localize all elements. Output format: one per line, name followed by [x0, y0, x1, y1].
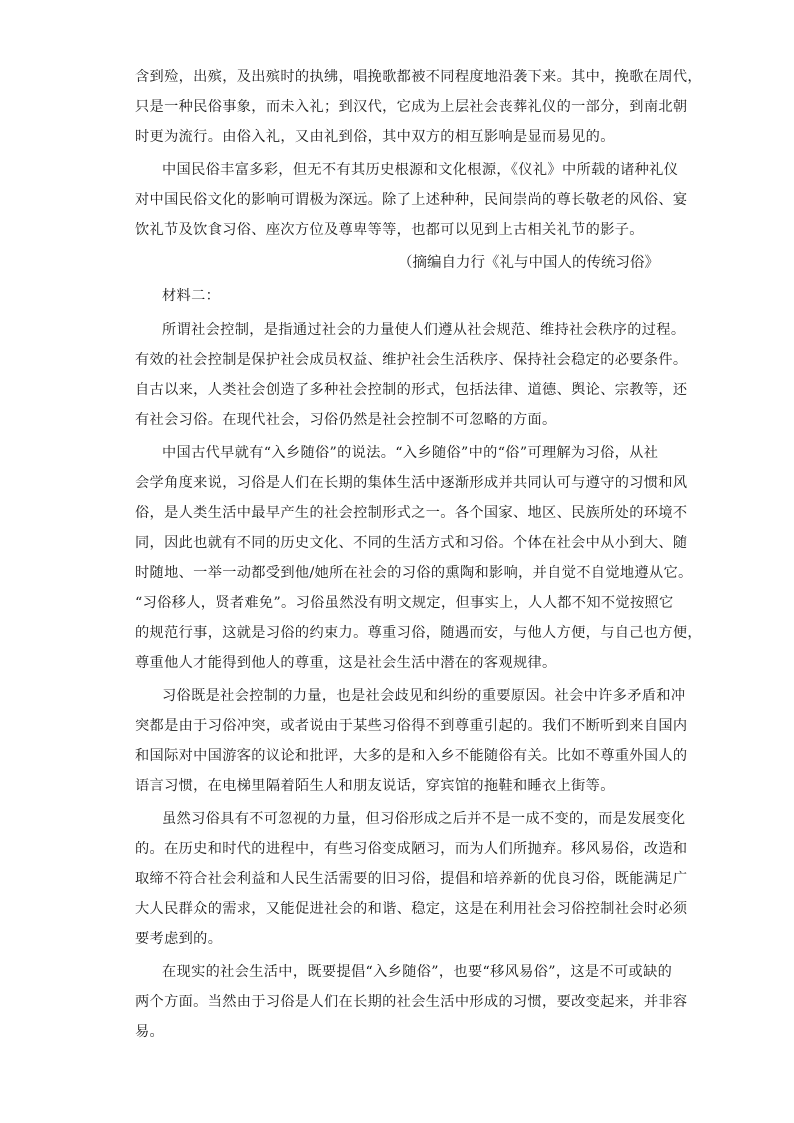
text-line: 要考虑到的。: [135, 931, 223, 947]
text-line: 自古以来，人类社会创造了多种社会控制的形式，包括法律、道德、舆论、宗教等，还: [135, 382, 688, 398]
text-line: 时更为流行。由俗入礼，又由礼到俗，其中双方的相互影响是显而易见的。: [135, 129, 615, 145]
text-line: 两个方面。当然由于习俗是人们在长期的社会生活中形成的习惯，要改变起来，并非容: [135, 994, 688, 1010]
text-line: 只是一种民俗事象，而未入礼；到汉代，它成为上层社会丧葬礼仪的一部分，到南北朝: [135, 99, 688, 115]
text-line: 有效的社会控制是保护社会成员权益、维护社会生活秩序、保持社会稳定的必要条件。: [135, 352, 688, 368]
text-line: 和国际对中国游客的议论和批评，大多的是和入乡不能随俗有关。比如不尊重外国人的: [135, 748, 688, 764]
text-line: 时随地、一举一动都受到他/她所在社会的习俗的熏陶和影响，并自觉不自觉地遵从它。: [135, 565, 693, 581]
text-line: 虽然习俗具有不可忽视的力量，但习俗形成之后并不是一成不变的，而是发展变化: [162, 811, 686, 827]
text-line: 有社会习俗。在现代社会，习俗仍然是社会控制不可忽略的方面。: [135, 412, 557, 428]
text-line: 俗，是人类生活中最早产生的社会控制形式之一。各个国家、地区、民族所处的环境不: [135, 505, 688, 521]
text-line: 尊重他人才能得到他人的尊重，这是社会生活中潜在的客观规律。: [135, 655, 557, 671]
text-line: 大人民群众的需求，又能促进社会的和谐、稳定，这是在利用社会习俗控制社会时必须: [135, 901, 688, 917]
text-line: 突都是由于习俗冲突，或者说由于某些习俗得不到尊重引起的。我们不断听到来自国内: [135, 718, 688, 734]
text-line: 的规范行事，这就是习俗的约束力。尊重习俗，随遇而安，与他人方便，与自己也方便，: [135, 625, 702, 641]
text-line: 易。: [135, 1024, 165, 1040]
source-citation: （摘编自力行《礼与中国人的传统习俗》: [398, 255, 659, 271]
text-line: 同，因此也就有不同的历史文化、不同的生活方式和习俗。个体在社会中从小到大、随: [135, 535, 688, 551]
text-line: 的。在历史和时代的进程中，有些习俗变成陋习，而为人们所抛弃。移风易俗，改造和: [135, 841, 688, 857]
text-line: 饮礼节及饮食习俗、座次方位及尊卑等等，也都可以见到上古相关礼节的影子。: [135, 222, 644, 238]
text-line: 含到殓，出殡，及出殡时的执绋，唱挽歌都被不同程度地沿袭下来。其中，挽歌在周代，: [135, 69, 702, 85]
text-line: 取缔不符合社会利益和人民生活需要的旧习俗，提倡和培养新的优良习俗，既能满足广: [135, 871, 688, 887]
material-label: 材料二：: [162, 288, 221, 304]
text-line: 会学角度来说，习俗是人们在长期的集体生活中逐渐形成并共同认可与遵守的习惯和风: [135, 475, 688, 491]
text-line: 在现实的社会生活中，既要提倡“入乡随俗”，也要“移风易俗”，这是不可或缺的: [162, 964, 673, 980]
text-line: 中国民俗丰富多彩，但无不有其历史根源和文化根源，《仪礼》中所载的诸种礼仪: [162, 162, 679, 178]
text-line: 对中国民俗文化的影响可谓极为深远。除了上述种种，民间崇尚的尊长敬老的风俗、宴: [135, 192, 688, 208]
text-line: 语言习惯，在电梯里隔着陌生人和朋友说话，穿宾馆的拖鞋和睡衣上街等。: [135, 778, 615, 794]
text-line: 所谓社会控制，是指通过社会的力量使人们遵从社会规范、维持社会秩序的过程。: [162, 322, 686, 338]
text-line: 习俗既是社会控制的力量，也是社会歧见和纠纷的重要原因。社会中许多矛盾和冲: [162, 688, 686, 704]
text-line: 中国古代早就有“入乡随俗”的说法。“入乡随俗”中的“俗”可理解为习俗，从社: [162, 445, 659, 461]
text-line: “习俗移人，贤者难免”。习俗虽然没有明文规定，但事实上，人人都不知不觉按照它: [135, 595, 674, 611]
